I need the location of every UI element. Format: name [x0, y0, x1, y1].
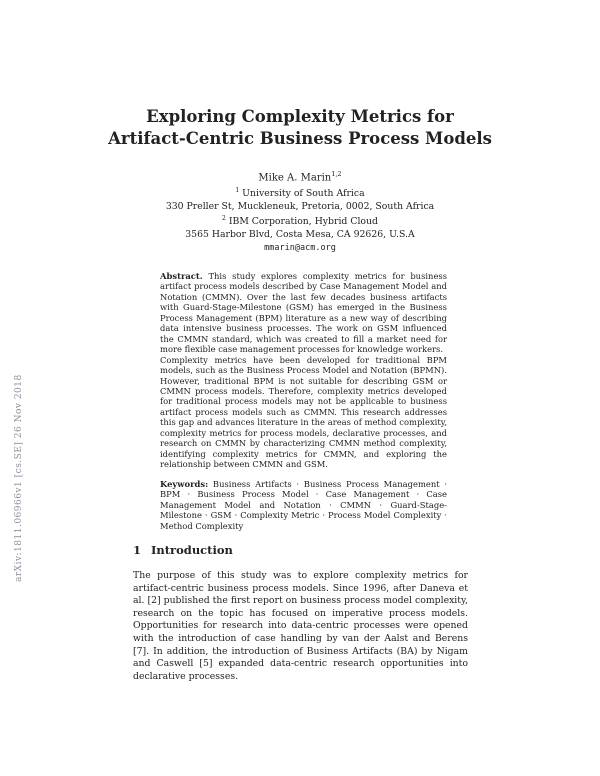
abstract-label: Abstract. — [160, 271, 203, 281]
affiliation-2 — [0, 213, 600, 229]
introduction-paragraph: The purpose of this study was to explore complexity metrics for artifact-centric business process models. Since 1996, after Daneva et al. [2] published the first report on business process model complexity, research on the topic has focused on imperative process models. Opportunities for research into data-centric processes were opened with the introduction of case handling by van der Aalst and Berens [7]. In addition, the introduction of Business Artifacts (BA) by Nigam and Caswell [5] expanded data-centric research opportunities into declarative processes. — [133, 570, 468, 682]
affiliation-1-org: University of South Africa — [242, 188, 365, 200]
title-line-2: Artifact-Centric Business Process Models — [108, 129, 492, 148]
paper-title — [0, 106, 600, 150]
affiliation-1-address: 330 Preller St, Muckleneuk, Pretoria, 0002, South Africa — [165, 200, 435, 212]
affiliations — [0, 185, 600, 254]
affiliation-1 — [0, 185, 600, 201]
introduction-text — [133, 570, 468, 683]
abstract-paragraph-2: Complexity metrics have been developed for traditional BPM models, such as the Business Process Model and Notation (BPMN). However, traditional BPM is not suitable for describing GSM or CMMN process models. Therefore, complexity metrics developed for traditional process models may not be applicable to business artifact process models such as CMMN. This research addresses this gap and advances literature in the areas of method complexity, complexity metrics for process models, declarative processes, and research on CMMN by characterizing CMMN method complexity, identifying complexity metrics for CMMN, and exploring the relationship between CMMN and GSM. — [160, 354, 447, 470]
abstract — [160, 271, 447, 470]
author-email[interactable]: mmarin@acm.org — [264, 242, 336, 253]
keywords-label: Keywords: — [160, 479, 209, 489]
title-line-1: Exploring Complexity Metrics for — [146, 107, 454, 126]
arxiv-identifier[interactable]: arXiv:1811.06966v1 [cs.SE] 26 Nov 2018 — [14, 374, 24, 582]
keywords-text: Business Artifacts · Business Process Management · BPM · Business Process Model · Case Management · Case Management Model and Notation · CMMN · Guard-Stage-Milestone · GSM · Complexity Metric · Process Model Complexity · Method Complexity — [160, 479, 447, 531]
affiliation-2-mark: 2 — [222, 215, 226, 223]
section-heading — [133, 543, 233, 557]
author-name: Mike A. Marin — [258, 172, 332, 184]
section-number: 1 — [133, 543, 142, 557]
abstract-paragraph-1 — [160, 271, 447, 355]
affiliation-2-org: IBM Corporation, Hybrid Cloud — [228, 216, 378, 228]
abstract-text-1: This study explores complexity metrics for business artifact process models described by Case Management Model and Notation (CMMN). Over the last few decades business artifacts with Guard-Stage-Milestone (GSM) has emerged in the Business Process Management (BPM) literature as a new way of describing data intensive business processes. The work on GSM influenced the CMMN standard, which was created to fill a market need for more flexible case management processes for knowledge workers. — [160, 271, 447, 355]
author-line — [0, 168, 600, 184]
author-affiliation-marks: 1,2 — [331, 170, 342, 178]
section-title: Introduction — [151, 543, 233, 557]
affiliation-2-address: 3565 Harbor Blvd, Costa Mesa, CA 92626, U.S.A — [185, 228, 415, 240]
affiliation-1-mark: 1 — [235, 187, 240, 194]
keywords — [160, 479, 447, 531]
